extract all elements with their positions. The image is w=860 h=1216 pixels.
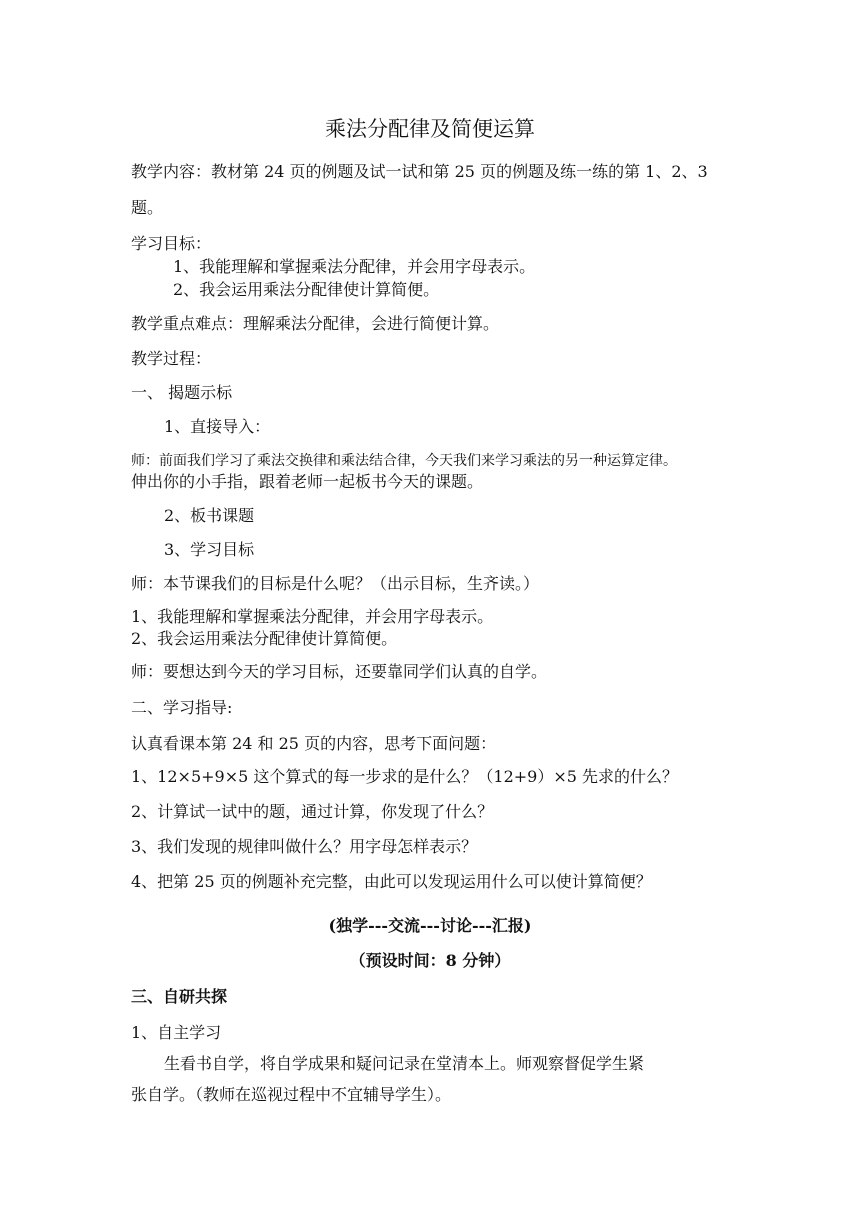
goal-1: 1、我能理解和掌握乘法分配律，并会用字母表示。 — [173, 257, 536, 276]
question-2: 2、计算试一试中的题，通过计算，你发现了什么？ — [131, 802, 494, 821]
recall-goal-1: 1、我能理解和掌握乘法分配律，并会用字母表示。 — [131, 607, 494, 626]
key-points: 教学重点难点：理解乘法分配律，会进行简便计算。 — [131, 314, 500, 333]
step-1: 1、直接导入： — [164, 417, 271, 436]
question-1: 1、12×5+9×5 这个算式的每一步求的是什么？（12+9）×5 先求的什么？ — [131, 767, 679, 786]
paragraph-1-line-2: 张自学。（教师在巡视过程中不宜辅导学生）。 — [131, 1085, 452, 1104]
teacher-line-1: 师：前面我们学习了乘法交换律和乘法结合律，今天我们来学习乘法的另一种运算定律。 — [131, 453, 677, 469]
goal-2: 2、我会运用乘法分配律使计算简便。 — [173, 280, 440, 299]
teacher-line-2: 伸出你的小手指，跟着老师一起板书今天的课题。 — [131, 472, 484, 491]
recall-goal-2: 2、我会运用乘法分配律使计算简便。 — [131, 629, 398, 648]
document-title: 乘法分配律及简便运算 — [325, 117, 535, 141]
teacher-question: 师：本节课我们的目标是什么呢？（出示目标，生齐读。） — [131, 574, 540, 593]
content-line-2: 题。 — [131, 198, 164, 217]
step-2: 2、板书课题 — [164, 506, 255, 525]
question-3: 3、我们发现的规律叫做什么？用字母怎样表示？ — [131, 837, 478, 856]
time-note: （预设时间：8 分钟） — [349, 951, 511, 970]
flow-note: (独学---交流---讨论---汇报) — [328, 916, 532, 935]
section-2-heading: 二、学习指导: — [131, 698, 233, 717]
content-line-1: 教学内容：教材第 24 页的例题及试一试和第 25 页的例题及练一练的第 1、2、3 — [131, 162, 708, 181]
process-heading: 教学过程： — [131, 349, 212, 368]
goals-heading: 学习目标： — [131, 234, 212, 253]
teacher-remark: 师：要想达到今天的学习目标，还要靠同学们认真的自学。 — [131, 662, 548, 681]
sub-section-1: 1、自主学习 — [131, 1023, 222, 1042]
step-3: 3、学习目标 — [164, 540, 255, 559]
section-3-heading: 三、自研共探 — [131, 987, 228, 1006]
paragraph-1-line-1: 生看书自学，将自学成果和疑问记录在堂清本上。师观察督促学生紧 — [164, 1054, 645, 1073]
section-1-heading: 一、 揭题示标 — [131, 383, 233, 402]
guide-intro: 认真看课本第 24 和 25 页的内容，思考下面问题： — [131, 734, 497, 753]
question-4: 4、把第 25 页的例题补充完整，由此可以发现运用什么可以使计算简便？ — [131, 872, 652, 891]
